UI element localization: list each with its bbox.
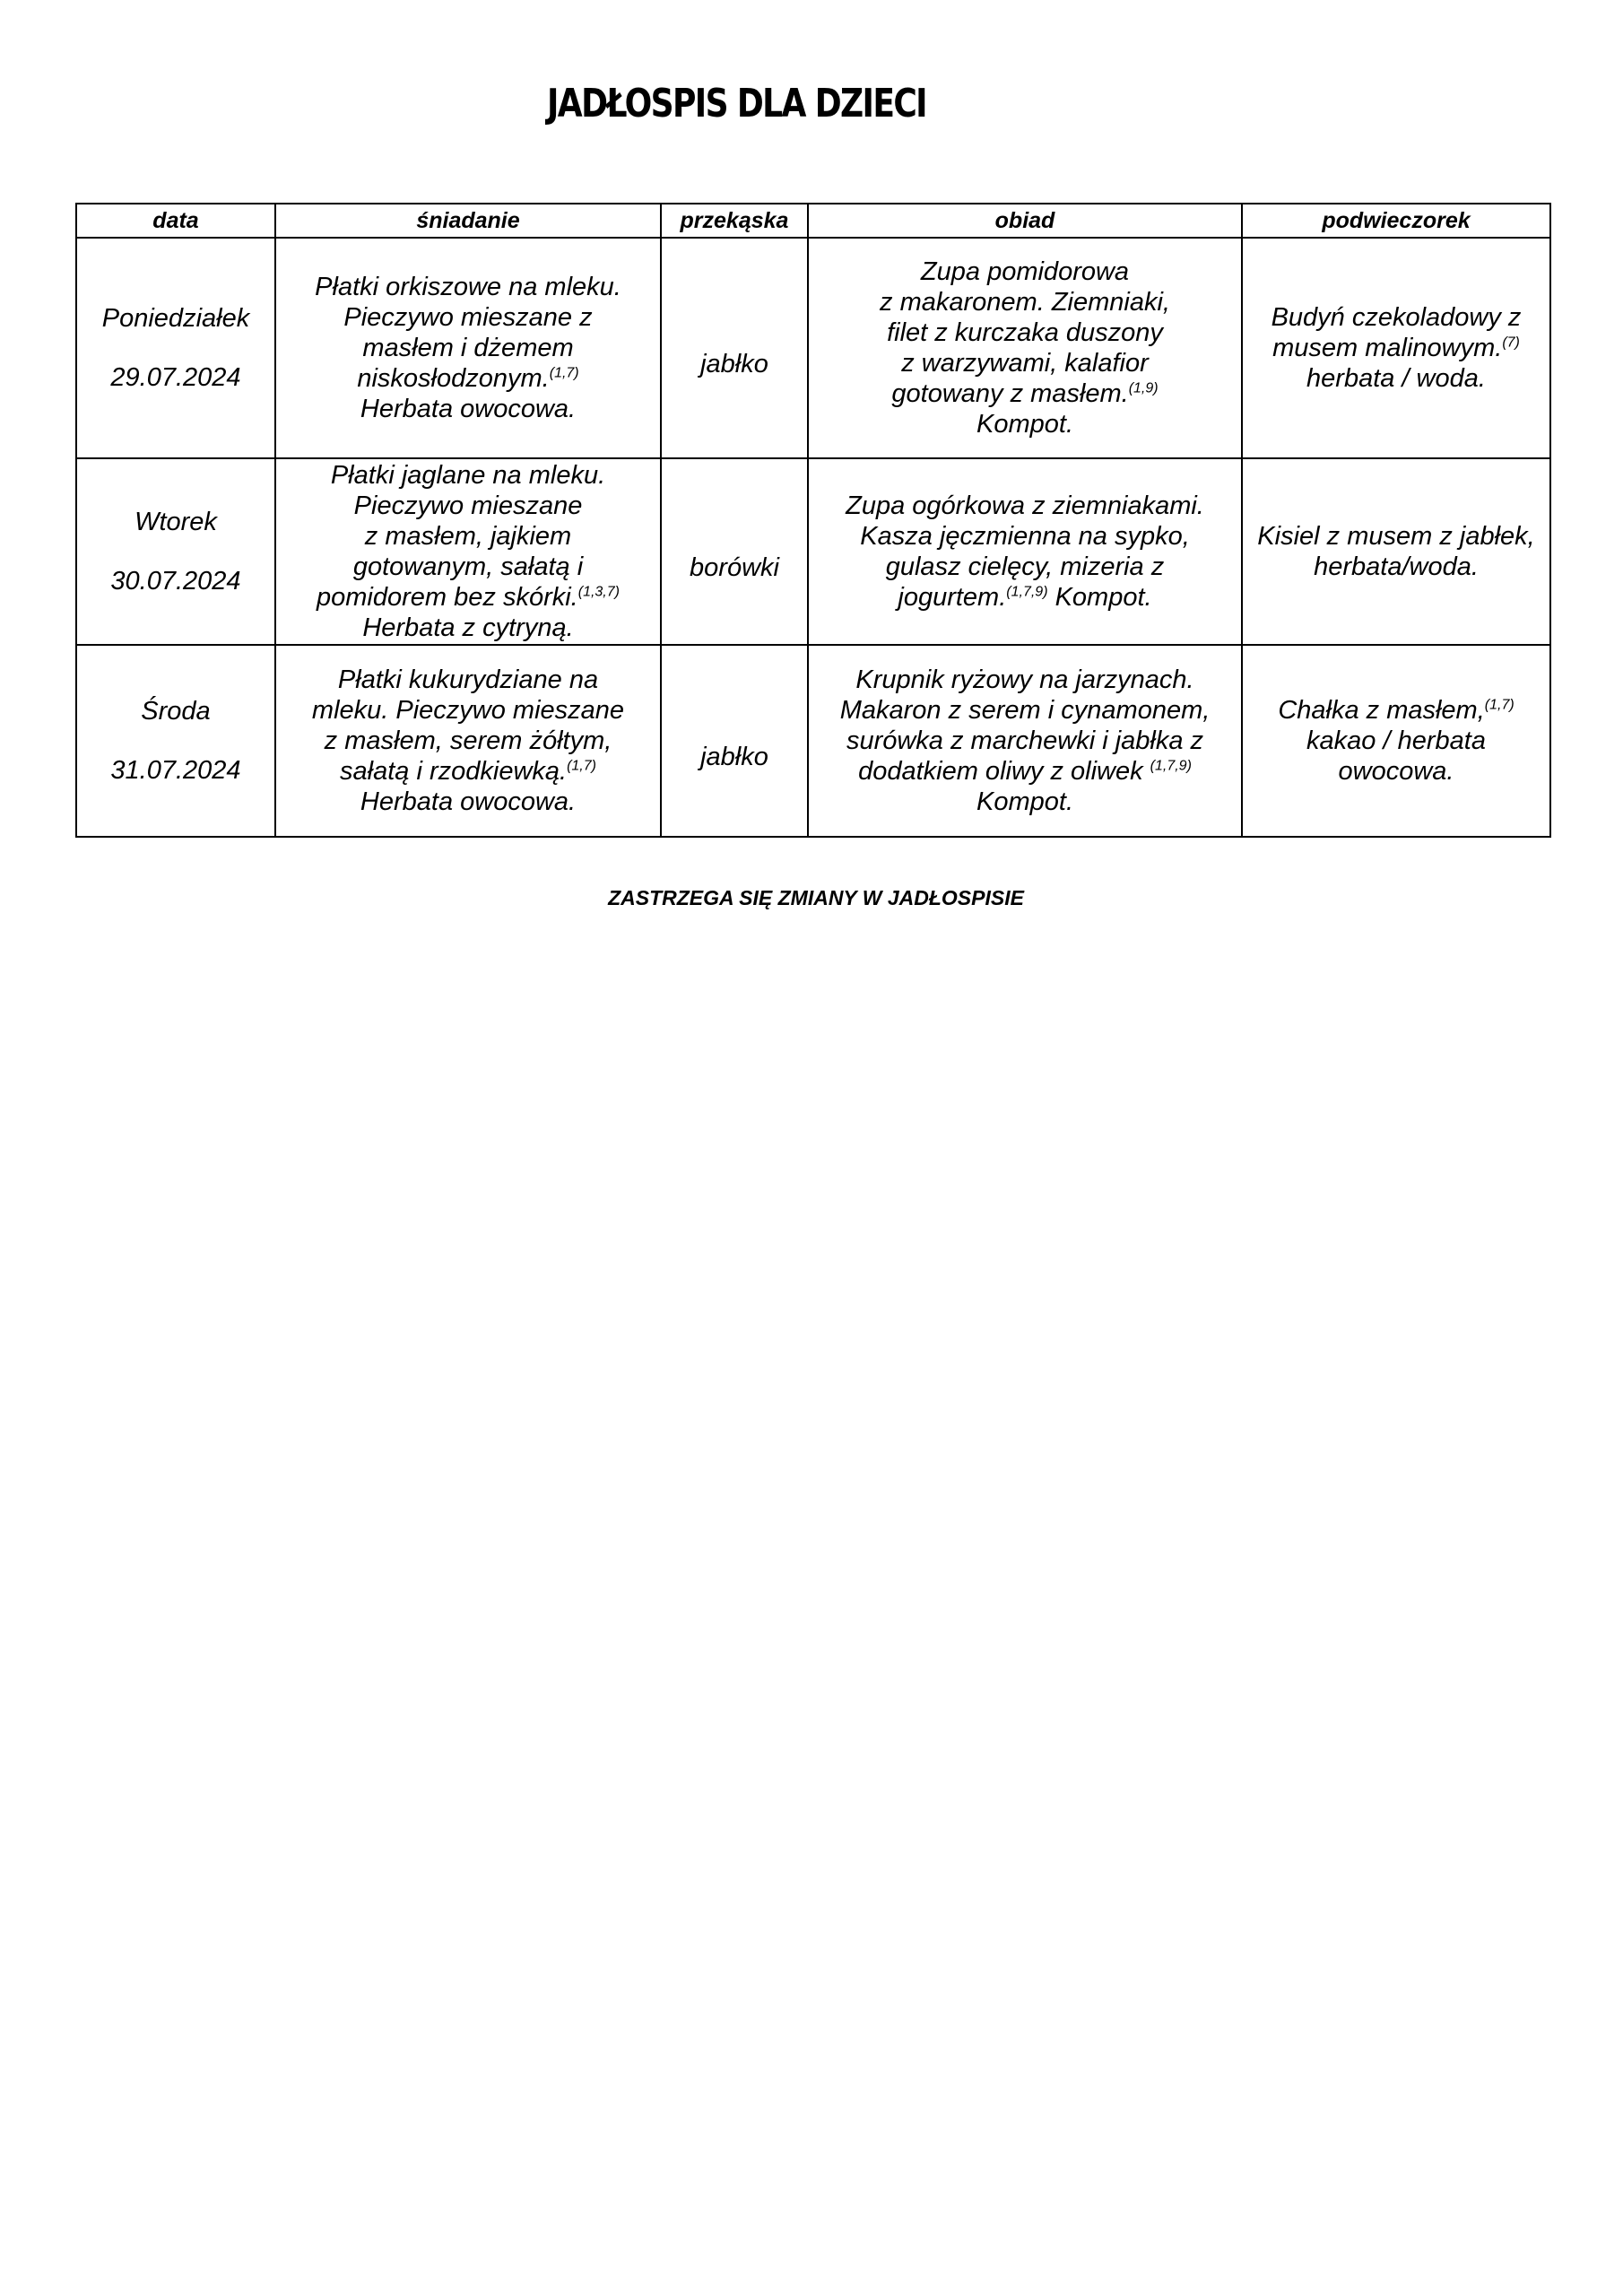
lunch-text: Zupa ogórkowa z ziemniakami. Kasza jęczmienna na sypko, gulasz cielęcy, mizeria z jogurtem. [846, 491, 1204, 612]
table-row [76, 458, 1550, 645]
snack-cell [661, 458, 808, 645]
allergen-codes: (1,7) [567, 758, 596, 774]
day-name: Poniedziałek [101, 304, 250, 333]
table-row [76, 645, 1550, 837]
lunch-text-end: Kompot. [1047, 583, 1152, 612]
breakfast-text: Płatki kukurydziane na mleku. Pieczywo mieszane z masłem, serem żółtym, sałatą i rzodkiewką. [311, 665, 625, 786]
day-date: 30.07.2024 [110, 567, 241, 596]
snack-cell [661, 238, 808, 458]
lunch-text: Zupa pomidorowa z makaronem. Ziemniaki, filet z kurczaka duszony z warzywami, kalafior gotowany z masłem. [880, 257, 1170, 408]
day-name: Wtorek [135, 508, 217, 536]
column-header-date: data [76, 204, 275, 238]
afternoon-snack-cell [1242, 458, 1550, 645]
afternoon-snack-text: Kisiel z musem z jabłek, herbata/woda. [1257, 522, 1535, 581]
breakfast-text-end: Herbata owocowa. [360, 787, 577, 816]
column-header-lunch: obiad [808, 204, 1242, 238]
lunch-cell [808, 645, 1242, 837]
breakfast-text-end: Herbata z cytryną. [362, 613, 574, 642]
lunch-text-end: Kompot. [976, 787, 1073, 816]
breakfast-cell [275, 645, 661, 837]
breakfast-text-end: Herbata owocowa. [360, 395, 577, 423]
day-date: 31.07.2024 [110, 756, 241, 785]
date-cell [76, 645, 275, 837]
column-header-breakfast: śniadanie [275, 204, 661, 238]
table-row [76, 238, 1550, 458]
snack-text: jabłko [700, 350, 768, 378]
allergen-codes: (1,7) [549, 365, 579, 381]
breakfast-text: Płatki orkiszowe na mleku. Pieczywo mieszane z masłem i dżemem niskosłodzonym. [315, 273, 621, 393]
afternoon-snack-text: Budyń czekoladowy z musem malinowym. [1271, 303, 1522, 362]
page-title: JADŁOSPIS DLA DZIECI [547, 81, 926, 126]
allergen-codes: (1,7) [1484, 697, 1515, 713]
snack-cell [661, 645, 808, 837]
afternoon-snack-cell [1242, 645, 1550, 837]
column-header-afternoon-snack: podwieczorek [1242, 204, 1550, 238]
afternoon-snack-text-end: herbata / woda. [1306, 364, 1486, 393]
afternoon-snack-cell [1242, 238, 1550, 458]
lunch-cell [808, 238, 1242, 458]
breakfast-cell [275, 238, 661, 458]
allergen-codes: (7) [1502, 335, 1520, 351]
breakfast-cell [275, 458, 661, 645]
snack-text: jabłko [700, 743, 768, 771]
afternoon-snack-text-end: kakao / herbata owocowa. [1306, 726, 1486, 786]
lunch-text: Krupnik ryżowy na jarzynach. Makaron z serem i cynamonem, surówka z marchewki i jabłka z dodatkiem oliwy z oliwek [839, 665, 1211, 786]
date-cell [76, 238, 275, 458]
snack-text: borówki [690, 553, 779, 582]
date-cell [76, 458, 275, 645]
table-header-row [76, 204, 1550, 238]
menu-change-disclaimer: ZASTRZEGA SIĘ ZMIANY W JADŁOSPISIE [608, 886, 1024, 909]
day-date: 29.07.2024 [110, 363, 241, 392]
allergen-codes: (1,7,9) [1006, 584, 1048, 600]
menu-table [75, 203, 1551, 838]
day-name: Środa [141, 697, 211, 726]
column-header-snack: przekąska [661, 204, 808, 238]
breakfast-text: Płatki jaglane na mleku. Pieczywo mieszane z masłem, jajkiem gotowanym, sałatą i pomidorem bez skórki. [317, 461, 606, 612]
afternoon-snack-text: Chałka z masłem, [1278, 696, 1485, 725]
allergen-codes: (1,3,7) [577, 584, 620, 600]
lunch-cell [808, 458, 1242, 645]
allergen-codes: (1,9) [1128, 380, 1159, 396]
lunch-text-end: Kompot. [976, 410, 1073, 439]
allergen-codes: (1,7,9) [1150, 758, 1192, 774]
